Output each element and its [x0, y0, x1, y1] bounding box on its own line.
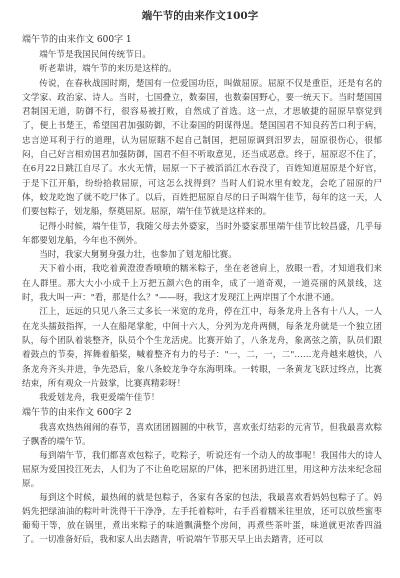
document-title: 端午节的由来作文100字 — [141, 10, 259, 22]
essay-2-paragraph: 我喜欢热热闹闹的春节，喜欢团团圆圆的中秋节，喜欢张灯结彩的元宵节，但我最喜欢粽子飘香的端午节。 — [22, 423, 382, 448]
essay-1-paragraph: 听老辈讲，端午节的来历是这样的。 — [39, 64, 177, 75]
essay-1-paragraph: 江上，远远的只见八条三丈多长一米宽的龙舟，停在江中，每条龙舟上各有十八人，一人在龙头擂鼓指挥，一人在船尾掌舵，中间十六人，分列为龙舟两侧，每条龙舟就是一个独立团队，每个团队着装整齐，队员个个生龙活虎。比赛开始了，八条龙舟，象离弦之箭，队员们跟着鼓点的节奏，挥舞着船桨，喊着整齐有力的号子："一，二，一，二"……龙舟越来越快，八条龙舟齐头并进，争先恐后，象八条蛟龙争夺东海明珠。一转眼，一条黄龙飞跃过终点，比赛结束，所有观众一片鼓掌，比赛真精彩呀！ — [22, 307, 382, 389]
essay-2-paragraph: 每到端午节，我们都喜欢包粽子，吃粽子，听说还有一个动人的故事呢！我国伟大的诗人屈原为爱国投江死去，人们为了不让鱼吃屈原的尸体，把米团扔进江里，用这种方法来纪念屈原。 — [22, 451, 382, 490]
essay-1-paragraph: 端午节是我国民间传统节日。 — [39, 50, 151, 60]
essay-1-paragraph: 我爱划龙舟，我更爱端午佳节！ — [39, 393, 160, 404]
essay-1-paragraph: 当时，我家大舅舅身强力壮，也参加了划龙船比赛。 — [39, 250, 237, 261]
document-body — [0, 33, 400, 547]
essay-1-paragraph: 记得小时候，端午佳节，我随父母去外婆家，当时外婆家那里端午佳节比较昌盛，几乎每年都要划龙船，今年也不例外。 — [22, 221, 382, 246]
essay-2-paragraph: 每到这个时候，最热闹的就是包粽子，各家有各家的包法，我最喜欢看妈妈包粽子了。妈妈先把绿油油的粽叶叶洗得干干净净，左手托着粽叶，右手舀着糯米往里放，还可以放些蜜枣葡萄干等，放在锅里，煮出来粽子的味道飘满整个房间，再煮些茶叶蛋，味道就更浓香四溢了。一切准备好后，我和家人出去踏青，听说端午节那天早上出去踏青，还可以 — [22, 493, 382, 546]
essay-2-heading: 端午节的由来作文 600字 2 — [22, 408, 132, 419]
essay-1-heading: 端午节的由来作文 600字 1 — [22, 35, 132, 45]
essay-1-paragraph: 传说，在春秋战国时期，楚国有一位爱国功臣，叫做屈原。屈原不仅是重臣，还是有名的文学家、政治家、诗人。当时，七国叠立，数秦国，也数秦国野心，要一统天下。当时楚国国君制国无道，防御不行，很容易被打败，自然成了首选。这一点，才思敏捷的屈原早察觉到了，便上书楚王，希望国君加强防御，不让秦国的阴谋得逞。楚国国君不知良药苦口利于病，忠言逆耳利于行的道理，认为屈原瞎不起自己制国，把屈原调到汨罗去，屈原很伤心，很郁闷，自己好言相劝国君加强防御，国君不但不听取意见，还当成恶意。终于，屈原忍不住了，在6月22日跳江自尽了。水火无情，屈原一下子被滔滔江水吞没了，百姓知道屈原是个好官，于是下江开船，纷纷拾救屈原，可这怎么找得到？当时人们说水里有蛟龙，会吃了屈原的尸体，蛟龙吃饱了就不吃尸体了。以后，百姓把屈原自尽的日子叫端午佳节，每年的这一天，人们要包粽子，划龙船，祭奠屈原。屈原，端午佳节就是这样来的。 — [22, 78, 382, 218]
essay-1-paragraph: 天下着小雨，我吃着黄澄澄香喷喷的糯米粽子，坐在老爸肩上，放眼一看，才知道我们来在人群里。那大大小小成千上万把五颜六色的雨伞，成了一道奇观，一道亮丽的风景线，这时，我大叫一声："看，那是什么？"——呀，我这才发现江上两岸围了个水泄不通。 — [22, 264, 382, 304]
